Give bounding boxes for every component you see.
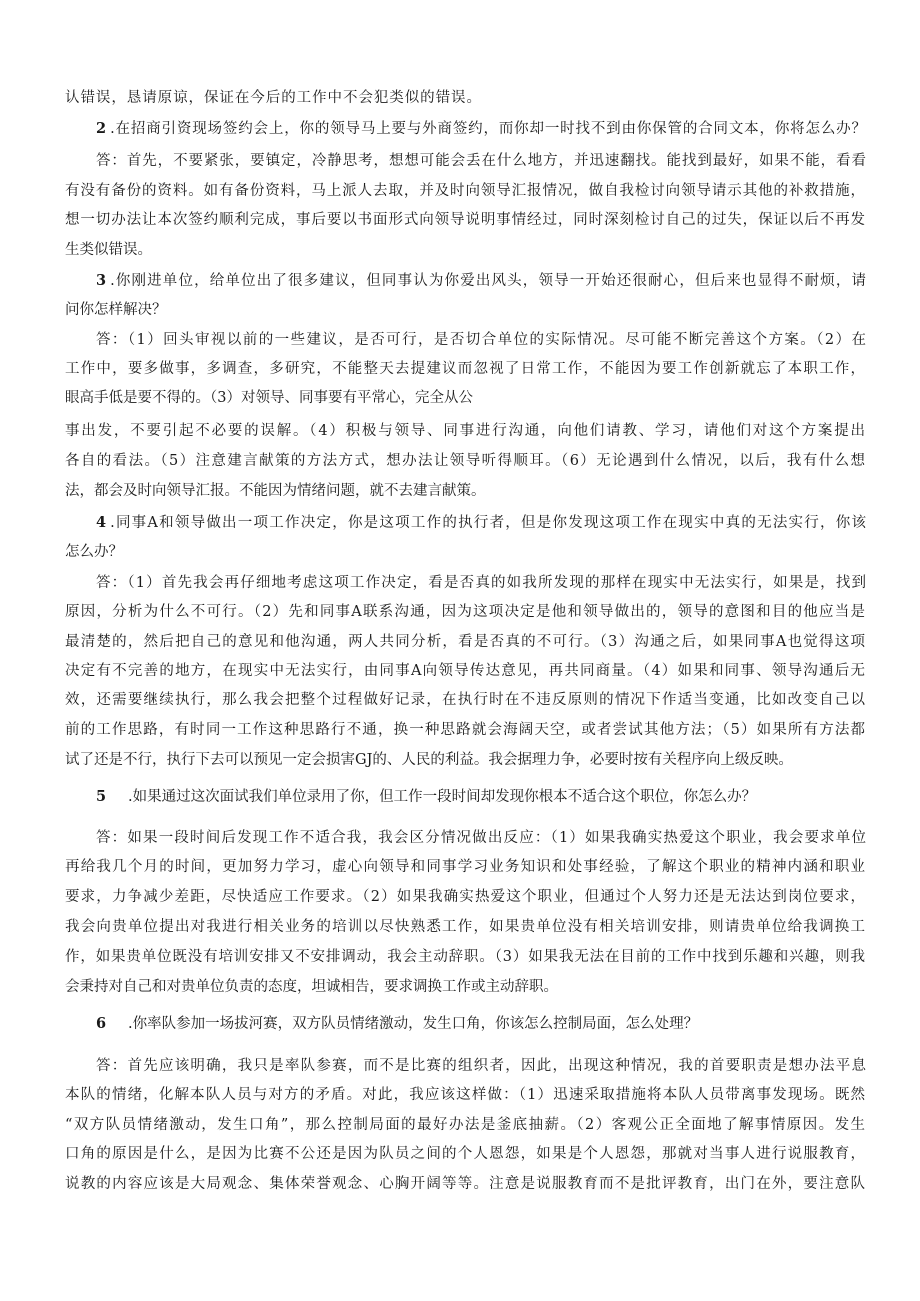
question-4 <box>96 513 866 533</box>
text-line: 各自的看法。（5）注意建言献策的方法方式，想办法让领导听得顺耳。（6）无论遇到什么情况，以后，我有什么想 <box>65 453 865 469</box>
question-2 <box>96 119 866 139</box>
question-text: .如果通过这次面试我们单位录用了你，但工作一段时间却发现你根本不适合这个职位，你怎么办？ <box>128 789 757 805</box>
text-line: 说教的内容应该是大局观念、集体荣誉观念、心胸开阔等等。注意是说服教育而不是批评教育，出门在外，要注意队 <box>65 1176 865 1192</box>
question-text: .在招商引资现场签约会上，你的领导马上要与外商签约，而你却一时找不到由你保管的合同文本，你将怎么办？ <box>110 121 866 137</box>
text-line: 我会向贵单位提出对我进行相关业务的培训以尽快熟悉工作，如果贵单位没有相关培训安排，则请贵单位给我调换工 <box>65 919 865 935</box>
question-text: .同事A和领导做出一项工作决定，你是这项工作的执行者，但是你发现这项工作在现实中真的无法实行，你该 <box>110 515 866 531</box>
text-line: 试了还是不行，执行下去可以预见一定会损害GJ的、人民的利益。我会据理力争，必要时按有关程序向上级反映。 <box>65 752 793 768</box>
question-6 <box>96 1014 866 1034</box>
answer-line: 答：首先应该明确，我只是率队参赛，而不是比赛的组织者，因此，出现这种情况，我的首要职责是想办法平息 <box>96 1058 866 1074</box>
text-line: 要求，力争减少差距，尽快适应工作要求。（2）如果我确实热爱这个职业，但通过个人努力还是无法达到岗位要求， <box>65 889 865 905</box>
text-line: 有没有备份的资料。如有备份资料，马上派人去取，并及时向领导汇报情况，做自我检讨向领导请示其他的补救措施， <box>65 183 865 199</box>
text-line: “双方队员情绪激动，发生口角”，那么控制局面的最好办法是釜底抽薪。（2）客观公正全面地了解事情原因。发生 <box>65 1117 865 1133</box>
text-line: 想一切办法让本次签约顺利完成，事后要以书面形式向领导说明事情经过，同时深刻检讨自己的过失，保证以后不再发 <box>65 212 865 228</box>
question-number: 3 <box>96 272 107 289</box>
text-line: 会秉持对自己和对贵单位负责的态度，坦诚相告，要求调换工作或主动辞职。 <box>65 979 558 995</box>
text-line: 决定有不完善的地方，在现实中无法实行，由同事A向领导传达意见，再共同商量。（4）如果和同事、领导沟通后无 <box>65 663 865 679</box>
question-number: 5 <box>96 788 107 805</box>
answer-line: 答：首先，不要紧张，要镇定，冷静思考，想想可能会丢在什么地方，并迅速翻找。能找到最好，如果不能，看看 <box>96 153 866 169</box>
question-text: .你率队参加一场拔河赛，双方队员情绪激动，发生口角，你该怎么控制局面，怎么处理？ <box>128 1016 699 1032</box>
text-line: 作，如果贵单位既没有培训安排又不安排调动，我会主动辞职。（3）如果我无法在目前的工作中找到乐趣和兴趣，则我 <box>65 949 865 965</box>
text-line: 眼高手低是要不得的。（3）对领导、同事要有平常心，完全从公 <box>65 390 473 406</box>
question-3 <box>96 271 866 291</box>
answer-line: 答：如果一段时间后发现工作不适合我，我会区分情况做出反应：（1）如果我确实热爱这个职业，我会要求单位 <box>96 830 866 846</box>
text-line: 效，还需要继续执行，那么我会把整个过程做好记录，在执行时在不违反原则的情况下作适当变通，比如改变自己以 <box>65 692 865 708</box>
text-line: 口角的原因是什么，是因为比赛不公还是因为队员之间的个人恩怨，如果是个人恩怨，那就对当事人进行说服教育， <box>65 1146 865 1162</box>
text-line: 原因，分析为什么不可行。（2）先和同事A联系沟通，因为这项决定是他和领导做出的，领导的意图和目的他应当是 <box>65 604 865 620</box>
text-line: 再给我几个月的时间，更加努力学习，虚心向领导和同事学习业务知识和处事经验，了解这个职业的精神内涵和职业 <box>65 859 865 875</box>
question-text: .你刚进单位，给单位出了很多建议，但同事认为你爱出风头，领导一开始还很耐心，但后来也显得不耐烦，请 <box>110 273 866 289</box>
text-line: 事出发，不要引起不必要的误解。（4）积极与领导、同事进行沟通，向他们请教、学习，请他们对这个方案提出 <box>65 423 865 439</box>
answer-line: 答：（1）回头审视以前的一些建议，是否可行，是否切合单位的实际情况。尽可能不断完善这个方案。（2）在 <box>96 332 866 348</box>
question-number: 4 <box>96 514 107 531</box>
text-line: 工作中，要多做事，多调查，多研究，不能整天去提建议而忽视了日常工作，不能因为要工作创新就忘了本职工作， <box>65 361 865 377</box>
text-line: 问你怎样解决？ <box>65 302 167 318</box>
text-line: 认错误，恳请原谅，保证在今后的工作中不会犯类似的错误。 <box>65 90 481 106</box>
answer-line: 答：（1）首先我会再仔细地考虑这项工作决定，看是否真的如我所发现的那样在现实中无法实行，如果是，找到 <box>96 575 866 591</box>
text-line: 前的工作思路，有时同一工作这种思路行不通，换一种思路就会海阔天空，或者尝试其他方法；（5）如果所有方法都 <box>65 722 865 738</box>
question-number: 6 <box>96 1015 107 1032</box>
text-line: 生类似错误。 <box>65 242 152 258</box>
text-line: 怎么办？ <box>65 544 123 560</box>
question-5 <box>96 787 866 807</box>
text-line: 最清楚的，然后把自己的意见和他沟通，两人共同分析，看是否真的不可行。（3）沟通之后，如果同事A也觉得这项 <box>65 634 865 650</box>
text-line: 法，都会及时向领导汇报。不能因为情绪问题，就不去建言献策。 <box>65 483 486 499</box>
question-number: 2 <box>96 120 107 137</box>
text-line: 本队的情绪，化解本队人员与对方的矛盾。对此，我应该这样做：（1）迅速采取措施将本队人员带离事发现场。既然 <box>65 1087 865 1103</box>
